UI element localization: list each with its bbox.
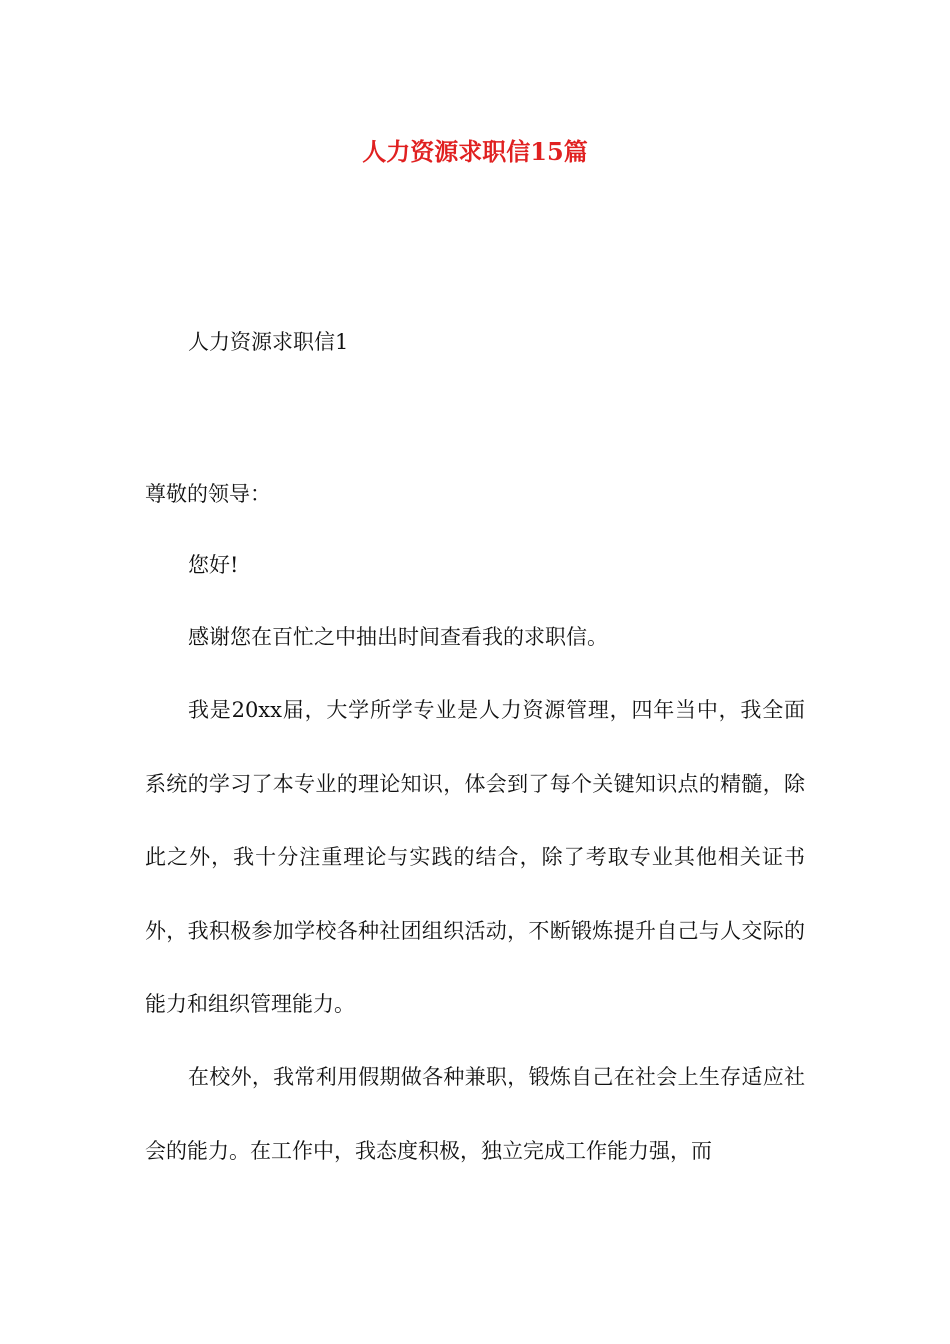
- body-paragraph: 在校外，我常利用假期做各种兼职，锻炼自己在社会上生存适应社会的能力。在工作中，我态度积极，独立完成工作能力强，而: [145, 1065, 805, 1163]
- section-heading: 人力资源求职信1: [188, 330, 349, 354]
- salutation: 尊敬的领导：: [145, 482, 271, 506]
- body-paragraph: 我是20xx届，大学所学专业是人力资源管理，四年当中，我全面系统的学习了本专业的理论知识，体会到了每个关键知识点的精髓，除此之外，我十分注重理论与实践的结合，除了考取专业其他相关证书外，我积极参加学校各种社团组织活动，不断锻炼提升自己与人交际的能力和组织管理能力。: [145, 698, 805, 1016]
- document-title: 人力资源求职信15篇: [362, 137, 588, 166]
- body-paragraph: 感谢您在百忙之中抽出时间查看我的求职信。: [188, 625, 608, 649]
- greeting-paragraph: 您好!: [188, 553, 239, 577]
